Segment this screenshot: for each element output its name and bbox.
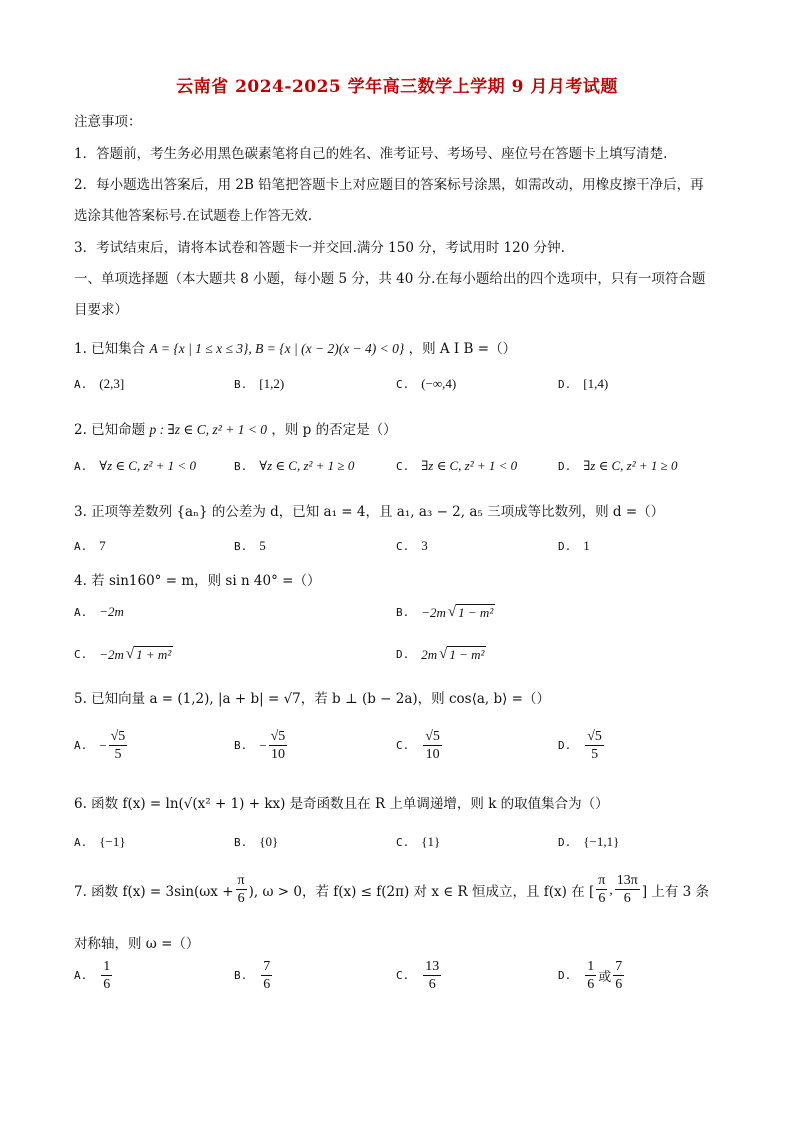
option-b[interactable]: B. [1,2)	[234, 376, 285, 391]
option-c[interactable]: C. $\frac{√5}{10}$	[396, 729, 440, 762]
option-d[interactable]: D. 1	[558, 538, 590, 553]
notice-item-2-cont: 选涂其他答案标号.在试题卷上作答无效.	[74, 208, 313, 224]
option-c[interactable]: C. (−∞,4)	[396, 376, 457, 391]
question-1: 1. 已知集合 A = {x | 1 ≤ x ≤ 3}, B = {x | (x − 2)(x − 4) < 0} ，则 A I B =（）	[74, 341, 517, 357]
option-a[interactable]: A. − $\frac{√5}{5}$	[74, 729, 126, 762]
notice-item-2: 2．每小题选出答案后，用 2B 铅笔把答题卡上对应题目的答案标号涂黑，如需改动，用橡皮擦干净后，再	[74, 177, 704, 193]
question-5: 5. 已知向量 a = (1,2), |a + b| = √7，若 b ⊥ (b − 2a)，则 cos⟨a, b⟩ =（）	[74, 691, 550, 707]
option-c[interactable]: C. 3	[396, 538, 428, 553]
notice-item-1: 1．答题前，考生务必用黑色碳素笔将自己的姓名、准考证号、考场号、座位号在答题卡上填写清楚.	[74, 146, 668, 162]
option-d[interactable]: D. $\frac{1}{6}$ 或 $\frac{7}{6}$	[558, 959, 623, 992]
option-b[interactable]: B. 5	[234, 538, 266, 553]
option-a[interactable]: A. −2m	[74, 604, 124, 619]
option-a[interactable]: A. ∀z ∈ C, z² + 1 < 0	[74, 458, 196, 473]
question-4: 4. 若 sin160° = m，则 si n 40° =（）	[74, 573, 321, 589]
option-b[interactable]: B. −2m √ 1 − m²	[396, 604, 494, 620]
section-heading: 一、单项选择题（本大题共 8 小题，每小题 5 分，共 40 分.在每小题给出的四个选项中，只有一项符合题	[74, 271, 706, 287]
notice-item-3: 3．考试结束后，请将本试卷和答题卡一并交回.满分 150 分，考试用时 120 分钟.	[74, 240, 565, 256]
option-d[interactable]: D. 2m √ 1 − m²	[396, 646, 485, 662]
option-d[interactable]: D. {−1,1}	[558, 834, 620, 849]
option-a[interactable]: A. 7	[74, 538, 106, 553]
option-a[interactable]: A. (2,3]	[74, 376, 125, 391]
option-b[interactable]: B. $\frac{7}{6}$	[234, 959, 271, 992]
option-d[interactable]: D. ∃z ∈ C, z² + 1 ≥ 0	[558, 458, 678, 473]
option-c[interactable]: C. {1}	[396, 834, 441, 849]
section-heading-cont: 目要求）	[74, 302, 128, 318]
option-c[interactable]: C. −2m √ 1 + m²	[74, 646, 172, 662]
question-3: 3. 正项等差数列 {aₙ} 的公差为 d，已知 a₁ = 4，且 a₁, a₃ − 2, a₅ 三项成等比数列，则 d =（）	[74, 504, 665, 520]
option-b[interactable]: B. ∀z ∈ C, z² + 1 ≥ 0	[234, 458, 355, 473]
option-d[interactable]: D. $\frac{√5}{5}$	[558, 729, 602, 762]
question-6: 6. 函数 f(x) = ln(√(x² + 1) + kx) 是奇函数且在 R 上单调递增，则 k 的取值集合为（）	[74, 796, 609, 812]
question-2: 2. 已知命题 p : ∃z ∈ C, z² + 1 < 0 ，则 p 的否定是（）	[74, 422, 397, 438]
question-7: 7. 函数 f(x) = 3sin(ωx + $\frac{\pi}{6}$ ), ω > 0，若 f(x) ≤ f(2π) 对 x ∈ R 恒成立，且 f(x) 在 [ $\frac{\pi}{6}$ , $\frac{13\pi}{6}$ ] 上有 3 条	[74, 873, 710, 906]
option-a[interactable]: A. $\frac{1}{6}$	[74, 959, 111, 992]
notice-heading: 注意事项：	[74, 114, 142, 130]
option-b[interactable]: B. {0}	[234, 834, 279, 849]
option-c[interactable]: C. $\frac{13}{6}$	[396, 959, 440, 992]
question-7-cont: 对称轴，则 ω =（）	[74, 936, 200, 952]
option-c[interactable]: C. ∃z ∈ C, z² + 1 < 0	[396, 458, 518, 473]
option-b[interactable]: B. − $\frac{√5}{10}$	[234, 729, 286, 762]
option-a[interactable]: A. {−1}	[74, 834, 126, 849]
exam-title: 云南省 2024-2025 学年高三数学上学期 9 月月考试题	[176, 77, 618, 97]
option-d[interactable]: D. [1,4)	[558, 376, 609, 391]
